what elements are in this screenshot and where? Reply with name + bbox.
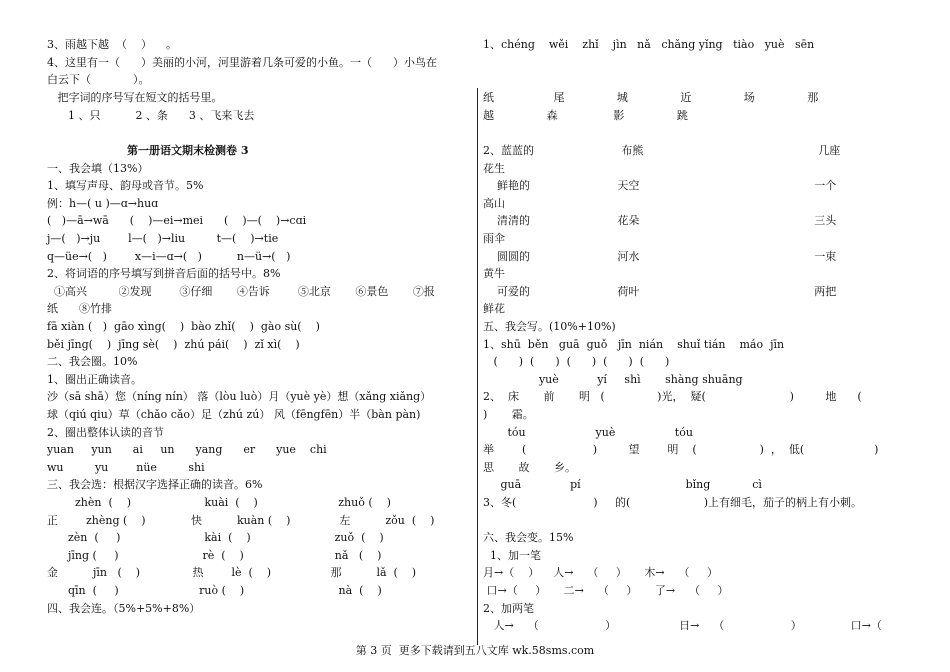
- text-line: 3、雨越下越 （ ） 。: [47, 38, 177, 51]
- text-line: 1、shū běn guā guǒ jīn nián shuǐ tián máo jīn: [483, 338, 785, 351]
- text-line: 1、chéng wěi zhǐ jìn nǎ chǎng yǐng tiào yuè sēn: [483, 38, 815, 51]
- text-line: 3、冬( ) 的( )上有细毛，茄子的柄上有小刺。: [483, 496, 862, 509]
- text-line: yuè yí shì shàng shuāng: [483, 373, 743, 386]
- text-line: zhèn ( ) kuài ( ) zhuǒ ( ): [47, 496, 391, 509]
- text-line: 鲜花: [483, 302, 505, 315]
- text-line: 1、加一笔: [483, 549, 541, 562]
- text-line: tóu yuè tóu: [483, 426, 693, 439]
- text-line: ①高兴 ②发现 ③仔细 ④告诉 ⑤北京 ⑥景色 ⑦报: [47, 285, 435, 298]
- section-heading: 三、我会选：根据汉字选择正确的读音。6%: [47, 478, 263, 491]
- text-line: 2、圈出整体认读的音节: [47, 426, 164, 439]
- text-line: 2、蓝蓝的 布熊 几座: [483, 144, 841, 157]
- text-line: 清清的 花朵 三头: [483, 214, 837, 227]
- section-heading: 六、我会变。15%: [483, 531, 574, 544]
- text-line: 2、加两笔: [483, 602, 534, 615]
- text-line: 雨伞: [483, 232, 505, 245]
- right-column: [478, 0, 950, 672]
- text-line: 白云下（ ）。: [47, 73, 150, 86]
- text-line: 1 、只 2 、条 3 、飞来飞去: [47, 109, 255, 122]
- page-title: 第一册语文期末检测卷 3: [127, 144, 249, 157]
- text-line: jīng ( ) rè ( ) nǎ ( ): [47, 549, 382, 562]
- text-line: 1、填写声母、韵母或音节。5%: [47, 179, 204, 192]
- text-line: běi jīng( ) jīng sè( ) zhú pái( ) zǐ xì( ): [47, 338, 300, 351]
- text-line: 口→（ ） 二→ （ ） 了→ （ ）: [483, 584, 729, 597]
- text-line: 把字词的序号写在短文的括号里。: [47, 91, 223, 104]
- page-footer: 第 3 页 更多下载请到五八文库 wk.58sms.com: [355, 644, 595, 657]
- text-line: 花生: [483, 162, 505, 175]
- text-line: 纸 ⑧竹排: [47, 302, 112, 315]
- text-line: 球（qiú qiu）草（chǎo cǎo）足（zhú zú） 风（fēngfēn）半（bàn pàn): [47, 408, 421, 421]
- text-line: ( ) ( ) ( ) ( ) ( ): [483, 355, 670, 368]
- text-line: ) 霜。: [483, 408, 534, 421]
- text-line: 2、 床 前 明 ( )光， 疑( ) 地 (: [483, 390, 862, 403]
- text-line: 1、圈出正确读音。: [47, 373, 142, 386]
- text-line: 正 zhèng ( ) 快 kuàn ( ) 左 zǒu ( ): [47, 514, 435, 527]
- text-line: 例：h—( u )—ɑ→huɑ: [47, 197, 159, 210]
- text-line: 思 故 乡。: [483, 461, 576, 474]
- text-line: ( )—ā→wā ( )—ei→mei ( )—( )→cɑi: [47, 214, 307, 227]
- text-line: zèn ( ) kài ( ) zuǒ ( ): [47, 531, 384, 544]
- section-heading: 五、我会写。(10%+10%): [483, 320, 616, 333]
- text-line: 黄牛: [483, 267, 505, 280]
- text-line: wu yu nüe shi: [47, 461, 205, 474]
- text-line: 高山: [483, 197, 505, 210]
- text-line: yuan yun ai un yang er yue chi: [47, 443, 327, 456]
- text-line: 沙（sā shā）您（níng nín） 落（lòu luò）月（yuè yè）想（xǎng xiǎng）: [47, 390, 432, 403]
- text-line: 月→（ ） 人→ （ ） 木→ （ ）: [483, 566, 719, 579]
- section-heading: 四、我会连。（5%+5%+8%）: [47, 602, 201, 615]
- text-line: 纸 尾 城 近 场 那: [483, 91, 819, 104]
- text-line: 越 森 影 跳: [483, 109, 688, 122]
- text-line: 举 ( ) 望 明 ( ) ， 低( ): [483, 443, 879, 456]
- text-line: 2、将词语的序号填写到拼音后面的括号中。8%: [47, 267, 281, 280]
- text-line: guā pí bǐng cì: [483, 478, 762, 491]
- text-line: 鲜艳的 天空 一个: [483, 179, 837, 192]
- section-heading: 一、我会填（13%）: [47, 162, 149, 175]
- text-line: 可爱的 荷叶 两把: [483, 285, 837, 298]
- text-line: q—üe→( ) x—i—ɑ→( ) n—ü→( ): [47, 250, 291, 263]
- text-line: qīn ( ) ruò ( ) nà ( ): [47, 584, 382, 597]
- text-line: fā xiàn ( ) gāo xìng( ) bào zhǐ( ) gào sù( ): [47, 320, 320, 333]
- text-line: j—( )→ju l—( )→liu t—( )→tie: [47, 232, 279, 245]
- section-heading: 二、我会圈。10%: [47, 355, 138, 368]
- text-line: 人→ （ ） 日→ （ ） 口→（: [483, 619, 882, 632]
- text-line: 圆圆的 河水 一束: [483, 250, 837, 263]
- text-line: 金 jīn ( ) 热 lè ( ) 那 lǎ ( ): [47, 566, 417, 579]
- text-line: 4、这里有一（ ）美丽的小河，河里游着几条可爱的小鱼。一（ ）小鸟在: [47, 56, 437, 69]
